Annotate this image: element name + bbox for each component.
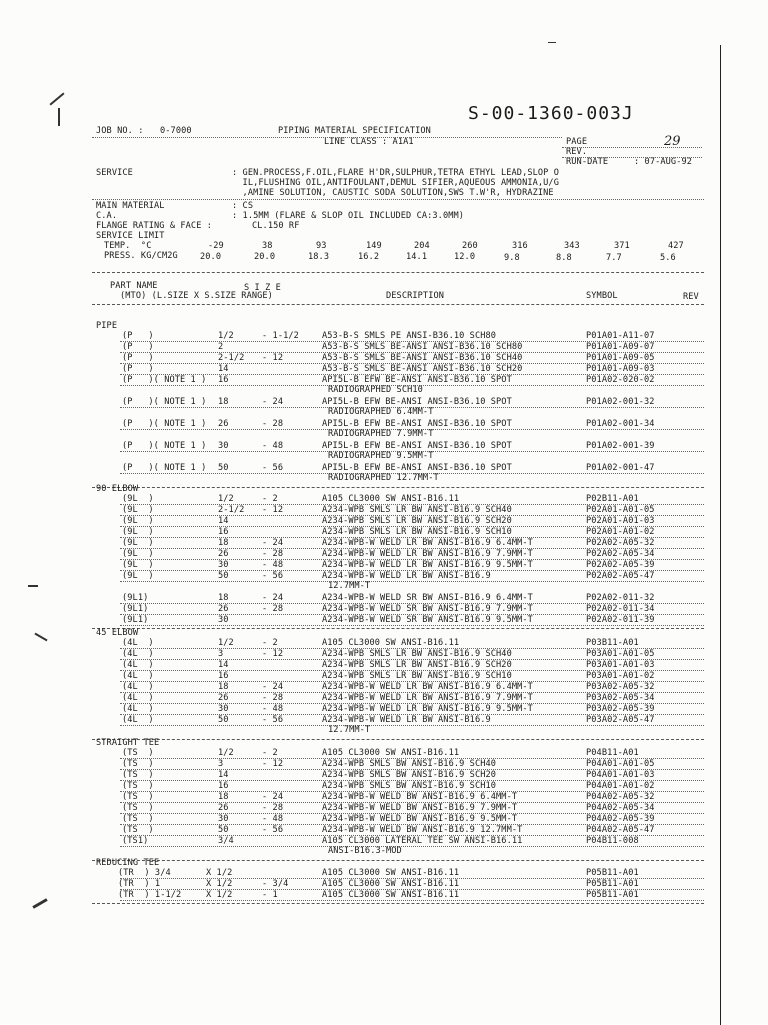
part-code: (TS ): [122, 770, 154, 780]
job-label: JOB NO. :: [96, 126, 144, 136]
pressure-value: 12.0: [454, 252, 476, 262]
run-date: : 07-AUG-92: [634, 157, 693, 167]
section-rule: [92, 903, 704, 904]
description: A234-WPB SMLS LR BW ANSI-B16.9 SCH20: [322, 660, 512, 670]
description: A234-WPB SMLS BW ANSI-B16.9 SCH20: [322, 770, 497, 780]
size-value: 3: [218, 649, 224, 659]
size-value: 1/2: [218, 494, 234, 504]
symbol: P04A02-A05-39: [586, 814, 655, 824]
section-title: PIPE: [96, 321, 118, 331]
part-code: (TR ) 3/4: [118, 868, 171, 878]
symbol: P01A01-A09-07: [586, 342, 655, 352]
document-number: S-00-1360-003J: [468, 103, 634, 124]
size-range: - 12: [262, 759, 284, 769]
section-title: 90 ELBOW: [96, 484, 139, 494]
part-code: (TS ): [122, 781, 154, 791]
description-cont: RADIOGRAPHED 6.4MM-T: [328, 407, 434, 417]
description: A234-WPB-W WELD LR BW ANSI-B16.9: [322, 715, 491, 725]
description: A234-WPB-W WELD LR BW ANSI-B16.9 7.9MM-T: [322, 693, 533, 703]
flange-value: CL.150 RF: [252, 221, 300, 231]
symbol: P01A02-001-39: [586, 441, 655, 451]
service-line-2: IL,FLUSHING OIL,ANTIFOULANT,DEMUL SIFIER,AQUEOUS AMMONIA,U/G: [232, 178, 559, 188]
symbol: P02A02-011-39: [586, 615, 655, 625]
symbol: P03A02-A05-47: [586, 715, 655, 725]
page-label: PAGE: [566, 137, 588, 147]
scan-mark-left-2: [34, 633, 47, 642]
part-code: (TS ): [122, 814, 154, 824]
row-rule: [120, 625, 704, 626]
description: A234-WPB SMLS LR BW ANSI-B16.9 SCH40: [322, 649, 512, 659]
pressure-value: 20.0: [254, 252, 276, 262]
description: A53-B-S SMLS PE ANSI-B36.10 SCH80: [322, 331, 497, 341]
symbol: P02A02-A05-47: [586, 571, 655, 581]
pressure-value: 14.1: [406, 252, 428, 262]
symbol: P04A02-A05-34: [586, 803, 655, 813]
temp-value: -29: [208, 241, 224, 251]
size-value: 14: [218, 660, 229, 670]
size-range: - 48: [262, 560, 284, 570]
part-code: (P )( NOTE 1 ): [122, 441, 207, 451]
description: A234-WPB SMLS LR BW ANSI-B16.9 SCH10: [322, 527, 512, 537]
size-value: X 1/2: [206, 890, 233, 900]
size-value: 2-1/2: [218, 505, 245, 515]
size-value: 26: [218, 419, 229, 429]
size-value: 50: [218, 715, 229, 725]
part-code: (P ): [122, 353, 154, 363]
symbol: P04A02-A05-47: [586, 825, 655, 835]
size-value: 1/2: [218, 331, 234, 341]
size-range: - 2: [262, 748, 278, 758]
symbol: P02A02-011-32: [586, 593, 655, 603]
size-range: - 48: [262, 704, 284, 714]
symbol: P04A01-A01-03: [586, 770, 655, 780]
description: A234-WPB SMLS BW ANSI-B16.9 SCH10: [322, 781, 497, 791]
size-range: - 56: [262, 571, 284, 581]
part-code: (4L ): [122, 660, 154, 670]
symbol: P03A01-A01-02: [586, 671, 655, 681]
symbol: P03A02-A05-32: [586, 682, 655, 692]
pressure-value: 18.3: [308, 252, 330, 262]
temp-value: 427: [668, 241, 684, 251]
description: A234-WPB SMLS BW ANSI-B16.9 SCH40: [322, 759, 497, 769]
description-cont: RADIOGRAPHED 12.7MM-T: [328, 473, 439, 483]
size-range: - 2: [262, 494, 278, 504]
size-range: - 24: [262, 792, 284, 802]
description: A234-WPB-W WELD LR BW ANSI-B16.9: [322, 571, 491, 581]
page-rule: [562, 147, 702, 148]
part-code: (P ): [122, 331, 154, 341]
description: A234-WPB SMLS LR BW ANSI-B16.9 SCH20: [322, 516, 512, 526]
description: A105 CL3000 LATERAL TEE SW ANSI-B16.11: [322, 836, 523, 846]
size-range: - 2: [262, 638, 278, 648]
size-value: 18: [218, 593, 229, 603]
size-range: - 3/4: [262, 879, 289, 889]
symbol: P03A02-A05-39: [586, 704, 655, 714]
press-label: PRESS. KG/CM2G: [104, 251, 178, 261]
part-code: (TS ): [122, 803, 154, 813]
col-symbol: SYMBOL: [586, 291, 618, 301]
size-range: - 48: [262, 441, 284, 451]
size-value: 16: [218, 527, 229, 537]
size-range: - 48: [262, 814, 284, 824]
part-code: (P )( NOTE 1 ): [122, 375, 207, 385]
description: A105 CL3000 SW ANSI-B16.11: [322, 748, 460, 758]
size-range: - 24: [262, 538, 284, 548]
description: A234-WPB-W WELD LR BW ANSI-B16.9 6.4MM-T: [322, 682, 533, 692]
part-code: (TR ) 1: [118, 879, 161, 889]
temp-value: 149: [366, 241, 382, 251]
description: A105 CL3000 SW ANSI-B16.11: [322, 890, 460, 900]
size-value: 50: [218, 571, 229, 581]
scan-mark-top-left: [49, 92, 64, 105]
spec-title: PIPING MATERIAL SPECIFICATION: [278, 126, 431, 136]
description-cont: ANSI-B16.3-MOD: [328, 846, 402, 856]
size-value: 14: [218, 516, 229, 526]
part-code: (9L ): [122, 571, 154, 581]
part-code: (P ): [122, 364, 154, 374]
description-cont: 12.7MM-T: [328, 725, 371, 735]
symbol: P02A01-A01-05: [586, 505, 655, 515]
size-range: - 56: [262, 715, 284, 725]
description: A234-WPB-W WELD LR BW ANSI-B16.9 9.5MM-T: [322, 560, 533, 570]
description-cont: RADIOGRAPHED 9.5MM-T: [328, 451, 434, 461]
size-value: 2: [218, 342, 224, 352]
part-code: (9L ): [122, 527, 154, 537]
temp-value: 260: [462, 241, 478, 251]
size-value: 18: [218, 792, 229, 802]
description: A105 CL3000 SW ANSI-B16.11: [322, 868, 460, 878]
part-code: (TR ) 1-1/2: [118, 890, 182, 900]
section-rule: [92, 739, 704, 740]
description: A234-WPB-W WELD BW ANSI-B16.9 6.4MM-T: [322, 792, 518, 802]
symbol: P01A01-A09-05: [586, 353, 655, 363]
row-rule: [120, 900, 704, 901]
pressure-value: 5.6: [660, 253, 676, 263]
size-value: 26: [218, 803, 229, 813]
col-rev: REV: [683, 292, 699, 302]
part-code: (TS ): [122, 792, 154, 802]
temp-value: 93: [316, 241, 327, 251]
job-number: 0-7000: [160, 126, 192, 136]
section-rule: [92, 487, 704, 488]
part-code: (9L ): [122, 505, 154, 515]
description: A234-WPB-W WELD SR BW ANSI-B16.9 6.4MM-T: [322, 593, 533, 603]
size-range: - 28: [262, 549, 284, 559]
temp-value: 316: [512, 241, 528, 251]
part-code: (4L ): [122, 715, 154, 725]
pressure-value: 9.8: [504, 253, 520, 263]
size-value: 26: [218, 604, 229, 614]
line-class: LINE CLASS : A1A1: [324, 137, 414, 147]
symbol: P02A02-A05-34: [586, 549, 655, 559]
description: A53-B-S SMLS BE-ANSI ANSI-B36.10 SCH20: [322, 364, 523, 374]
symbol: P01A02-001-34: [586, 419, 655, 429]
part-code: (9L1): [122, 604, 149, 614]
part-code: (4L ): [122, 704, 154, 714]
size-value: 26: [218, 549, 229, 559]
size-value: 30: [218, 814, 229, 824]
symbol: P01A02-020-02: [586, 375, 655, 385]
limits-rule: [92, 272, 704, 273]
description: A234-WPB-W WELD SR BW ANSI-B16.9 7.9MM-T: [322, 604, 533, 614]
size-value: 18: [218, 397, 229, 407]
size-value: 30: [218, 615, 229, 625]
part-code: (9L1): [122, 593, 149, 603]
symbol: P02A02-A05-32: [586, 538, 655, 548]
main-material-label: MAIN MATERIAL: [96, 201, 165, 211]
row-rule: [120, 581, 704, 582]
part-code: (P )( NOTE 1 ): [122, 397, 207, 407]
part-code: (TS ): [122, 748, 154, 758]
part-code: (9L ): [122, 516, 154, 526]
description: A105 CL3000 SW ANSI-B16.11: [322, 638, 460, 648]
symbol: P01A02-001-47: [586, 463, 655, 473]
size-value: 3: [218, 759, 224, 769]
size-value: 30: [218, 560, 229, 570]
ca-value: : 1.5MM (FLARE & SLOP OIL INCLUDED CA:3.0MM): [232, 211, 465, 221]
description-cont: RADIOGRAPHED 7.9MM-T: [328, 429, 434, 439]
size-value: 1/2: [218, 748, 234, 758]
section-rule: [92, 860, 704, 861]
section-title: REDUCING TEE: [96, 858, 160, 868]
size-range: - 28: [262, 693, 284, 703]
description: A234-WPB-W WELD LR BW ANSI-B16.9 9.5MM-T: [322, 704, 533, 714]
description: API5L-B EFW BE-ANSI ANSI-B36.10 SPOT: [322, 441, 512, 451]
part-code: (9L ): [122, 560, 154, 570]
size-value: 2-1/2: [218, 353, 245, 363]
size-value: 30: [218, 441, 229, 451]
symbol: P04A02-A05-32: [586, 792, 655, 802]
size-value: 16: [218, 781, 229, 791]
description-cont: 12.7MM-T: [328, 581, 371, 591]
part-code: (4L ): [122, 638, 154, 648]
size-range: - 1-1/2: [262, 331, 299, 341]
service-limit-label: SERVICE LIMIT: [96, 231, 165, 241]
part-code: (4L ): [122, 671, 154, 681]
part-code: (TS ): [122, 825, 154, 835]
symbol: P02A02-011-34: [586, 604, 655, 614]
pressure-value: 7.7: [606, 253, 622, 263]
size-value: 30: [218, 704, 229, 714]
temp-value: 371: [614, 241, 630, 251]
size-range: - 28: [262, 604, 284, 614]
description: API5L-B EFW BE-ANSI ANSI-B36.10 SPOT: [322, 463, 512, 473]
size-value: X 1/2: [206, 868, 233, 878]
part-code: (9L ): [122, 494, 154, 504]
part-code: (P )( NOTE 1 ): [122, 419, 207, 429]
scan-mark-top-left-2: [58, 108, 60, 126]
scan-mark-left-3: [32, 898, 47, 909]
part-code: (9L ): [122, 549, 154, 559]
service-line-3: ,AMINE SOLUTION, CAUSTIC SODA SOLUTION,SWS T.W'R, HYDRAZINE: [232, 188, 554, 198]
col-description: DESCRIPTION: [386, 291, 445, 301]
part-code: (9L ): [122, 538, 154, 548]
ca-label: C.A.: [96, 211, 118, 221]
description: A234-WPB-W WELD LR BW ANSI-B16.9 6.4MM-T: [322, 538, 533, 548]
size-range: - 1: [262, 890, 278, 900]
part-code: (9L1): [122, 615, 149, 625]
pressure-value: 16.2: [358, 252, 380, 262]
symbol: P05B11-A01: [586, 868, 639, 878]
size-value: 50: [218, 825, 229, 835]
size-value: 18: [218, 682, 229, 692]
section-rule: [92, 628, 704, 629]
service-label: SERVICE: [96, 168, 133, 178]
part-code: (TS ): [122, 759, 154, 769]
col-mto: (MTO) (L.SIZE X S.SIZE RANGE): [120, 291, 273, 301]
size-value: 14: [218, 770, 229, 780]
symbol: P05B11-A01: [586, 879, 639, 889]
description: A234-WPB SMLS LR BW ANSI-B16.9 SCH10: [322, 671, 512, 681]
symbol: P01A01-A11-07: [586, 331, 655, 341]
size-range: - 28: [262, 419, 284, 429]
temp-label: TEMP. °C: [104, 241, 152, 251]
description: A234-WPB-W WELD BW ANSI-B16.9 12.7MM-T: [322, 825, 523, 835]
symbol: P05B11-A01: [586, 890, 639, 900]
symbol: P02A01-A01-03: [586, 516, 655, 526]
col-size: S I Z E: [244, 283, 281, 293]
scan-mark-left-1: [28, 585, 38, 587]
temp-value: 343: [564, 241, 580, 251]
size-value: 16: [218, 375, 229, 385]
column-header-rule: [92, 304, 704, 305]
size-range: - 12: [262, 353, 284, 363]
description: API5L-B EFW BE-ANSI ANSI-B36.10 SPOT: [322, 397, 512, 407]
description: A234-WPB-W WELD BW ANSI-B16.9 7.9MM-T: [322, 803, 518, 813]
size-range: - 56: [262, 463, 284, 473]
temp-value: 38: [262, 241, 273, 251]
section-title: STRAIGHT TEE: [96, 738, 160, 748]
service-line-1: : GEN.PROCESS,F.OIL,FLARE H'DR,SULPHUR,TETRA ETHYL LEAD,SLOP O: [232, 168, 559, 178]
description: A234-WPB-W WELD LR BW ANSI-B16.9 7.9MM-T: [322, 549, 533, 559]
symbol: P02B11-A01: [586, 494, 639, 504]
symbol: P01A02-001-32: [586, 397, 655, 407]
size-value: 26: [218, 693, 229, 703]
rev-rule: [562, 157, 702, 158]
description: API5L-B EFW BE-ANSI ANSI-B36.10 SPOT: [322, 375, 512, 385]
description-cont: RADIOGRAPHED SCH10: [328, 385, 423, 395]
scan-mark-top-right: [548, 42, 556, 43]
size-value: 16: [218, 671, 229, 681]
symbol: P01A01-A09-03: [586, 364, 655, 374]
symbol: P04A01-A01-02: [586, 781, 655, 791]
size-value: 14: [218, 364, 229, 374]
size-range: - 12: [262, 649, 284, 659]
description: A105 CL3000 SW ANSI-B16.11: [322, 879, 460, 889]
size-range: - 24: [262, 397, 284, 407]
symbol: P03B11-A01: [586, 638, 639, 648]
size-range: - 56: [262, 825, 284, 835]
description: A234-WPB-W WELD BW ANSI-B16.9 9.5MM-T: [322, 814, 518, 824]
part-code: (TS1): [122, 836, 149, 846]
symbol: P03A01-A01-05: [586, 649, 655, 659]
run-date-label: RUN-DATE: [566, 157, 609, 167]
service-rule: [92, 199, 704, 200]
symbol: P03A02-A05-34: [586, 693, 655, 703]
flange-label: FLANGE RATING & FACE :: [96, 221, 213, 231]
part-code: (P )( NOTE 1 ): [122, 463, 207, 473]
page-number: 29: [664, 134, 681, 149]
description: A53-B-S SMLS BE-ANSI ANSI-B36.10 SCH80: [322, 342, 523, 352]
size-range: - 12: [262, 505, 284, 515]
header-rule: [92, 137, 562, 138]
symbol: P04B11-008: [586, 836, 639, 846]
size-range: - 24: [262, 682, 284, 692]
main-material: : CS: [232, 201, 254, 211]
part-code: (4L ): [122, 693, 154, 703]
size-value: 18: [218, 538, 229, 548]
row-rule: [120, 725, 704, 726]
size-value: 50: [218, 463, 229, 473]
symbol: P04B11-A01: [586, 748, 639, 758]
size-range: - 24: [262, 593, 284, 603]
temp-value: 204: [414, 241, 430, 251]
description: A234-WPB SMLS LR BW ANSI-B16.9 SCH40: [322, 505, 512, 515]
symbol: P03A01-A01-03: [586, 660, 655, 670]
symbol: P02A01-A01-02: [586, 527, 655, 537]
pressure-value: 8.8: [556, 253, 572, 263]
row-rule: [120, 846, 704, 847]
size-value: X 1/2: [206, 879, 233, 889]
size-value: 1/2: [218, 638, 234, 648]
description: A105 CL3000 SW ANSI-B16.11: [322, 494, 460, 504]
scan-edge-right: [720, 45, 721, 1025]
rev-label: REV.: [566, 147, 588, 157]
pressure-value: 20.0: [200, 252, 222, 262]
size-value: 3/4: [218, 836, 234, 846]
part-code: (4L ): [122, 682, 154, 692]
col-part-name: PART NAME: [110, 281, 158, 291]
description: A234-WPB-W WELD SR BW ANSI-B16.9 9.5MM-T: [322, 615, 533, 625]
size-range: - 28: [262, 803, 284, 813]
section-title: 45 ELBOW: [96, 628, 139, 638]
description: A53-B-S SMLS BE-ANSI ANSI-B36.10 SCH40: [322, 353, 523, 363]
description: API5L-B EFW BE-ANSI ANSI-B36.10 SPOT: [322, 419, 512, 429]
part-code: (P ): [122, 342, 154, 352]
symbol: P04A01-A01-05: [586, 759, 655, 769]
part-code: (4L ): [122, 649, 154, 659]
symbol: P02A02-A05-39: [586, 560, 655, 570]
